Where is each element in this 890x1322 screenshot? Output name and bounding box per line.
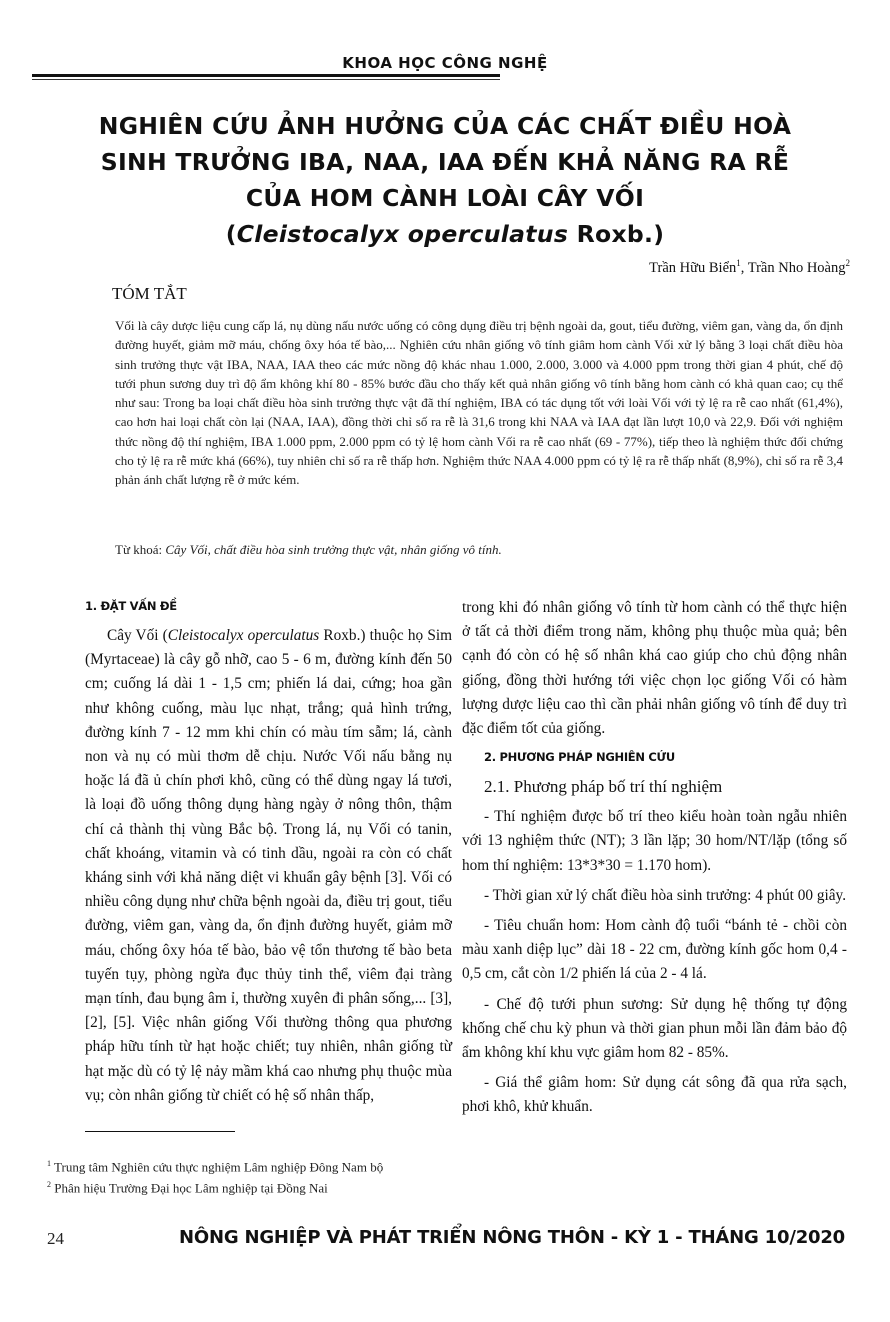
species-name: Cleistocalyx operculatus xyxy=(167,627,320,644)
method-item: - Thời gian xử lý chất điều hòa sinh trưởng: 4 phút 00 giây. xyxy=(484,886,847,904)
footnote: $^2$ Phân hiệu Trường Đại học Lâm nghiệp tại Đồng Nai xyxy=(47,1179,328,1196)
method-item: - Thí nghiệm được bố trí theo kiểu hoàn toàn ngẫu nhiên với 13 nghiệm thức (NT); 3 lần lặp; 30 hom/NT/lặp (tổng số hom thí nghiệm: 13*3*30 = 1.170 hom). xyxy=(462,808,847,874)
journal-footer: NÔNG NGHIỆP VÀ PHÁT TRIỂN NÔNG THÔN - KỲ 1 - THÁNG 10/2020 xyxy=(179,1227,845,1248)
page-number: 24 xyxy=(47,1229,64,1248)
method-item: - Tiêu chuẩn hom: Hom cành độ tuổi “bánh tẻ - chồi còn màu xanh diệp lục” dài 18 - 22 cm, đường kính gốc hom 0,4 - 0,5 cm, cắt còn 1/2 phiến lá của 2 - 4 lá. xyxy=(462,917,847,983)
author-name: Trần Hữu Biển xyxy=(649,259,737,276)
body-column-right xyxy=(462,596,847,1126)
header-rule-thin xyxy=(32,79,500,80)
abstract-text: Vối là cây dược liệu cung cấp lá, nụ dùng nấu nước uống có công dụng điều trị bệnh ngoài da, gout, tiểu đường, viêm gan, vàng da, ổn định đường huyết, giảm mỡ máu, chống ôxy hóa tế bào,... Nghiên cứu nhân giống vô tính giâm hom cành Vối xử lý bằng 3 loại chất điều hòa sinh trưởng thực vật IBA, NAA, IAA theo các mức nồng độ khác nhau 1.000, 2.000, 3.000 và 4.000 ppm trong thời gian 4 phút, chế độ tưới phun sương duy trì độ ẩm không khí 80 - 85% bước đầu cho thấy kết quả nhân giống vô tính bằng hom cành có khả quan cao; cụ thể như sau: Trong ba loại chất điều hòa sinh trưởng thực vật đã thí nghiệm, IBA có tác dụng tốt với loài Vối với tỷ lệ ra rễ cao nhất (61,4%), cao hơn hai loại chất còn lại (NAA, IAA), đồng thời chỉ số ra rễ là 31,6 trong khi NAA và IAA đạt lần lượt 10,0 và 22,9. Đối với nghiệm thức nồng độ thí nghiệm, IBA 1.000 ppm, 2.000 ppm có tỷ lệ hom cành Vối ra rễ cao nhất (69 - 77%), tiếp theo là nghiệm thức đối chứng cho tỷ lệ ra rễ mức khá (66%), tuy nhiên chỉ số ra rễ thấp hơn. Nghiệm thức NAA 4.000 ppm có tỷ lệ ra rễ thấp nhất (8,9%), chỉ số ra rễ 3,4 phản ánh chất lượng rễ ở mức kém. xyxy=(115,318,843,488)
title-line: SINH TRƯỞNG IBA, NAA, IAA ĐẾN KHẢ NĂNG RA RỄ xyxy=(100,148,790,176)
author-affiliation-mark: 2 xyxy=(845,258,850,268)
footnotes xyxy=(47,1155,447,1197)
section-heading: 1. ĐẶT VẤN ĐỀ xyxy=(85,599,177,613)
subsection-heading: 2.1. Phương pháp bố trí thí nghiệm xyxy=(484,777,723,797)
abstract-heading: TÓM TẮT xyxy=(112,284,187,303)
paragraph: Cây Vối (Cleistocalyx operculatus Roxb.) thuộc họ Sim (Myrtaceae) là cây gỗ nhỡ, cao 5 - 6 m, đường kính đến 50 cm; cuống lá dài 1 - 1,5 cm; phiến lá dai, cứng; hoa gần như không cuống, màu lục nhạt, trắng; quả hình trứng, đường kính 7 - 12 mm khi chín có màu tím sẫm; lá, cành non và nụ có mùi thơm dễ chịu. Nước Vối nấu bằng nụ hoặc lá đã ủ chín phơi khô, cũng có thể dùng ngay lá tươi, là loại đồ uống thông dụng hàng ngày ở nông thôn, thậm chí cả thành thị vùng Bắc bộ. Trong lá, nụ Vối có tanin, chất khoáng, vitamin và có tinh dầu, ngoài ra còn có chất kháng sinh với khả năng diệt vi khuẩn gây bệnh [3]. Vối có nhiều công dụng như chữa bệnh ngoài da, điều trị gout, tiểu đường, viêm gan, vàng da, ổn định đường huyết, giảm mỡ máu, chống ôxy hóa tế bào, bảo vệ tổn thương tế bào beta tuyến tụy, phòng ngừa đục thủy tinh thể, viêm đại tràng mạn tính, đau bụng âm ỉ, thường xuyên đi phân sống,... [3], [2], [5]. Việc nhân giống Vối thường thông qua phương pháp hữu tính từ hạt hoặc chiết; tuy nhiên, nhân giống từ hạt mặc dù có tỷ lệ nảy mầm khá cao nhưng phụ thuộc mùa vụ; còn nhân giống từ chiết có hệ số nhân thấp, xyxy=(85,627,452,1104)
keywords-label: Từ khoá: xyxy=(115,542,163,557)
title-species-name: Cleistocalyx operculatus xyxy=(236,220,569,248)
journal-section-label: KHOA HỌC CÔNG NGHỆ xyxy=(342,54,548,72)
title-line: CỦA HOM CÀNH LOÀI CÂY VỐI xyxy=(245,184,645,212)
author-affiliation-mark: 1 xyxy=(736,258,741,268)
section-heading: 2. PHƯƠNG PHÁP NGHIÊN CỨU xyxy=(484,750,675,765)
article-title xyxy=(30,108,860,252)
title-line: NGHIÊN CỨU ẢNH HƯỞNG CỦA CÁC CHẤT ĐIỀU HOÀ xyxy=(98,112,792,140)
footnote: $^1$ Trung tâm Nghiên cứu thực nghiệm Lâm nghiệp Đông Nam bộ xyxy=(47,1159,384,1175)
footnote-divider xyxy=(85,1131,235,1132)
title-species-line: (Cleistocalyx operculatus Roxb.) xyxy=(225,220,665,248)
author-name: Trần Nho Hoàng xyxy=(747,259,846,276)
body-column-left xyxy=(85,596,452,1114)
keywords xyxy=(115,542,843,558)
method-item: - Chế độ tưới phun sương: Sử dụng hệ thống tự động khống chế chu kỳ phun và thời gian phun mỗi lần đảm bảo độ ẩm không khí khu vực giâm hom 82 - 85%. xyxy=(462,995,847,1062)
header-rule xyxy=(32,74,500,77)
method-item: - Giá thể giâm hom: Sử dụng cát sông đã qua rửa sạch, phơi khô, khử khuẩn. xyxy=(462,1074,847,1116)
keywords-list: Cây Vối, chất điều hòa sinh trưởng thực vật, nhân giống vô tính. xyxy=(165,542,502,557)
authors: Trần Hữu Biển$^1$, Trần Nho Hoàng$^2$ xyxy=(649,258,850,276)
paragraph: trong khi đó nhân giống vô tính từ hom cành có thể thực hiện ở tất cả thời điểm trong năm, không phụ thuộc mùa quả; bên cạnh đó còn có hệ số nhân khá cao giúp cho chủ động nhân giống, đồng thời hướng tới việc chọn lọc giống Vối có hàm lượng dược liệu cao thì cần phải nhân giống vô tính để duy trì đặc điểm tốt của giống. xyxy=(462,599,847,738)
